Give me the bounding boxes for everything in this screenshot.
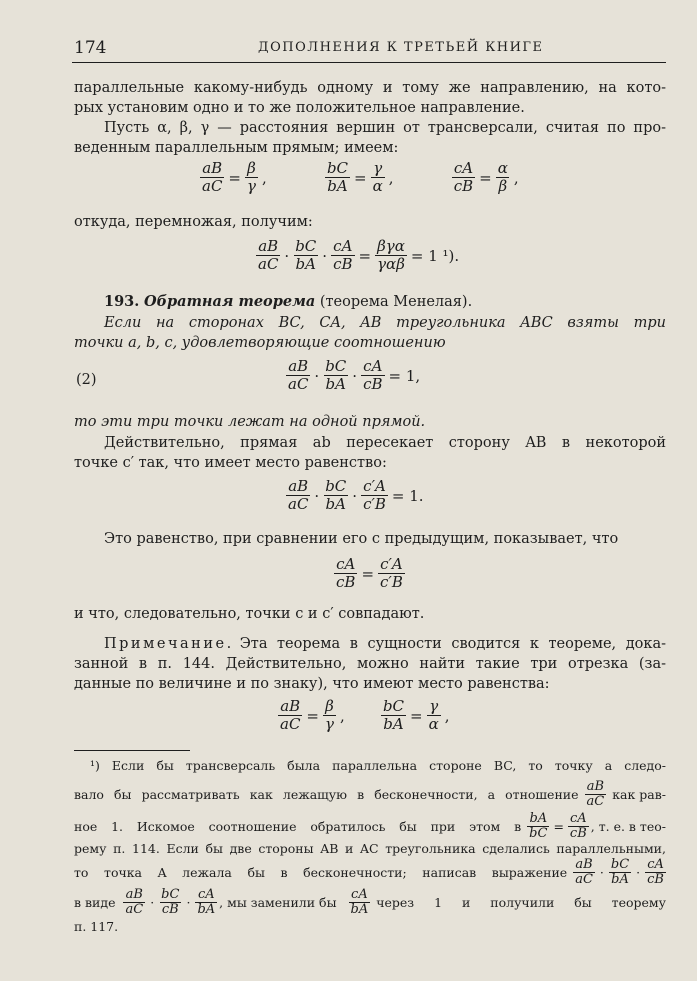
footnote-line: то точка A лежала бы в бесконечности; написав выражение $\frac{aB}{aC}$ · $\frac{bC}{bA}$ · $\frac{cA}{cB}$ [74, 857, 664, 887]
paragraph-line: Это равенство, при сравнении его с предыдущим, показывает, что [104, 531, 619, 547]
footnote-line: вало бы рассматривать как лежащую в бесконечности, а отношение $\frac{aB}{aC}$ как рав- [74, 779, 666, 809]
footnote-rule [74, 750, 190, 751]
paragraph-line: рых установим одно и то же положительное направление. [74, 100, 525, 116]
remark-line: Примечание. Эта теорема в сущности сводится к теореме, дока- [104, 636, 666, 652]
paragraph-line: Действительно, прямая ab пересекает сторону AB в некоторой [104, 435, 666, 451]
equation-ratios: $\frac{aB}{aC}$ = $\frac{\beta}{\gamma}$ , $\frac{bC}{bA}$ = $\frac{\gamma}{\alpha}$ , $\frac{cA}{cB}$ = $\frac{\alpha}{\beta}$ , [202, 159, 519, 195]
theorem-line: точки a, b, c, удовлетворяющие соотношению [74, 335, 446, 351]
theorem-line: то эти три точки лежат на одной прямой. [74, 414, 426, 430]
theorem-line: Если на сторонах BC, CA, AB треугольника ABC взяты три [104, 315, 666, 331]
paragraph-line: данные по величине и по знаку), что имеют место равенства: [74, 676, 550, 692]
equation-product: $\frac{aB}{aC}$ · $\frac{bC}{bA}$ · $\frac{cA}{cB}$ = $\frac{\text{βγα}}{\text{γαβ}}$ = 1 ¹). [258, 237, 460, 273]
paragraph-line: веденным параллельным прямым; имеем: [74, 140, 399, 156]
page-number: 174 [74, 38, 107, 58]
paragraph-line: занной в п. 144. Действительно, можно найти такие три отрезка (за- [74, 656, 666, 672]
paragraph-line: откуда, перемножая, получим: [74, 214, 313, 230]
header-rule [72, 62, 666, 63]
paragraph-line: точке c′ так, что имеет место равенство: [74, 455, 387, 471]
running-title: ДОПОЛНЕНИЯ К ТРЕТЬЕЙ КНИГЕ [258, 40, 544, 55]
footnote-line: п. 117. [74, 919, 119, 934]
equation-segments: $\frac{aB}{aC}$ = $\frac{\beta}{\gamma}$ , $\frac{bC}{bA}$ = $\frac{\gamma}{\alpha}$ , [280, 697, 450, 733]
paragraph-line: параллельные какому-нибудь одному и тому же направлению, на кото- [74, 80, 666, 96]
equation-compare: $\frac{cA}{cB}$ = $\frac{c'A}{c'B}$ [336, 555, 403, 591]
footnote-line: рему п. 114. Если бы две стороны AB и AC треугольника сделались параллельными, [74, 841, 666, 856]
section-heading: 193. Обратная теорема (теорема Менелая). [104, 293, 473, 310]
footnote-line: ное 1. Искомое соотношение обратилось бы при этом в $\frac{bA}{bC}$ = $\frac{cA}{cB}$ , т. е. в тео- [74, 811, 666, 841]
equation-label: (2) [76, 372, 97, 388]
equation-menelaus: $\frac{aB}{aC}$ · $\frac{bC}{bA}$ · $\frac{cA}{cB}$ = 1, [288, 357, 421, 393]
footnote-line: в виде $\frac{aB}{aC}$ · $\frac{bC}{cB}$ · $\frac{cA}{bA}$ , мы заменили бы $\frac{cA}{bA}$ через 1 и получили бы теорему [74, 887, 666, 917]
paragraph-line: Пусть α, β, γ — расстояния вершин от трансверсали, считая по про- [104, 120, 666, 136]
paragraph-line: и что, следовательно, точки c и c′ совпадают. [74, 606, 425, 622]
equation-prime: $\frac{aB}{aC}$ · $\frac{bC}{bA}$ · $\frac{c'A}{c'B}$ = 1. [288, 477, 424, 513]
footnote-line: ¹) Если бы трансверсаль была параллельна стороне BC, то точку a следо- [90, 758, 666, 773]
